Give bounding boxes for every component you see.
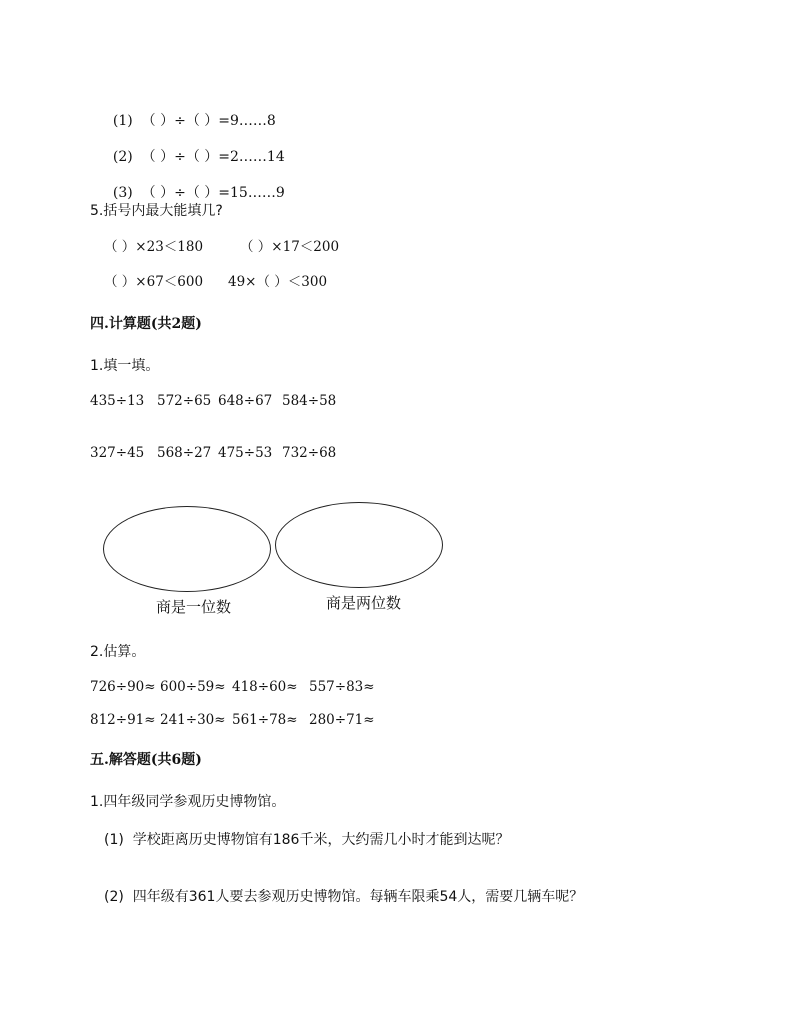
division-item-1 — [104, 94, 276, 130]
s4-q1-row2-item-2: 568÷27 — [157, 445, 212, 461]
q5-row-1-right: （ ）×17＜200 — [240, 239, 340, 255]
s4-q1-row2-item-4: 732÷68 — [282, 445, 337, 461]
ellipse-right-caption: 商是两位数 — [326, 594, 402, 612]
s5-q1-sub1: (1) 学校距离历史博物馆有186千米，大约需几小时才能到达呢？ — [104, 832, 510, 848]
item-expression: （ ）÷（ ）=9……8 — [141, 113, 276, 129]
division-item-2 — [104, 130, 285, 166]
ellipse-left-caption: 商是一位数 — [156, 598, 232, 616]
s4-q1-row1-item-2: 572÷65 — [157, 393, 212, 409]
s5-q1-sub2: (2) 四年级有361人要去参观历史博物馆。每辆车限乘54人，需要几辆车呢？ — [104, 889, 584, 905]
item-label: (3) — [112, 185, 133, 201]
s4-q2-row2-item-4: 280÷71≈ — [309, 712, 375, 728]
s4-q2-row1-item-1: 726÷90≈ — [90, 679, 156, 695]
s4-q2-row1-item-4: 557÷83≈ — [309, 679, 375, 695]
s4-q1-row1-item-1: 435÷13 — [90, 393, 145, 409]
s4-q1-row1-item-4: 584÷58 — [282, 393, 337, 409]
section-5-heading: 五.解答题(共6题) — [90, 752, 202, 768]
s4-q1-row2-item-3: 475÷53 — [218, 445, 273, 461]
s4-q1-title: 1.填一填。 — [90, 358, 160, 374]
s4-q2-row2-item-3: 561÷78≈ — [232, 712, 298, 728]
ellipse-quotient-one-digit — [103, 506, 271, 592]
item-expression: （ ）÷（ ）=2……14 — [141, 149, 285, 165]
item-label: (1) — [112, 113, 133, 129]
s4-q2-row1-item-3: 418÷60≈ — [232, 679, 298, 695]
s4-q1-row1-item-3: 648÷67 — [218, 393, 273, 409]
q5-title: 5.括号内最大能填几? — [90, 203, 223, 219]
s4-q1-row2-item-1: 327÷45 — [90, 445, 145, 461]
q5-row-2-right: 49×（ ）＜300 — [228, 274, 328, 290]
s5-q1-title: 1.四年级同学参观历史博物馆。 — [90, 794, 286, 810]
ellipse-quotient-two-digit — [275, 502, 443, 588]
s4-q2-title: 2.估算。 — [90, 644, 146, 660]
s4-q2-row2-item-1: 812÷91≈ — [90, 712, 156, 728]
s4-q2-row2-item-2: 241÷30≈ — [160, 712, 226, 728]
section-4-heading: 四.计算题(共2题) — [90, 316, 202, 332]
s4-q2-row1-item-2: 600÷59≈ — [160, 679, 226, 695]
q5-row-2-left: （ ）×67＜600 — [104, 274, 204, 290]
item-label: (2) — [112, 149, 133, 165]
item-expression: （ ）÷（ ）=15……9 — [141, 185, 285, 201]
q5-row-1-left: （ ）×23＜180 — [104, 239, 204, 255]
division-item-3 — [104, 166, 285, 202]
